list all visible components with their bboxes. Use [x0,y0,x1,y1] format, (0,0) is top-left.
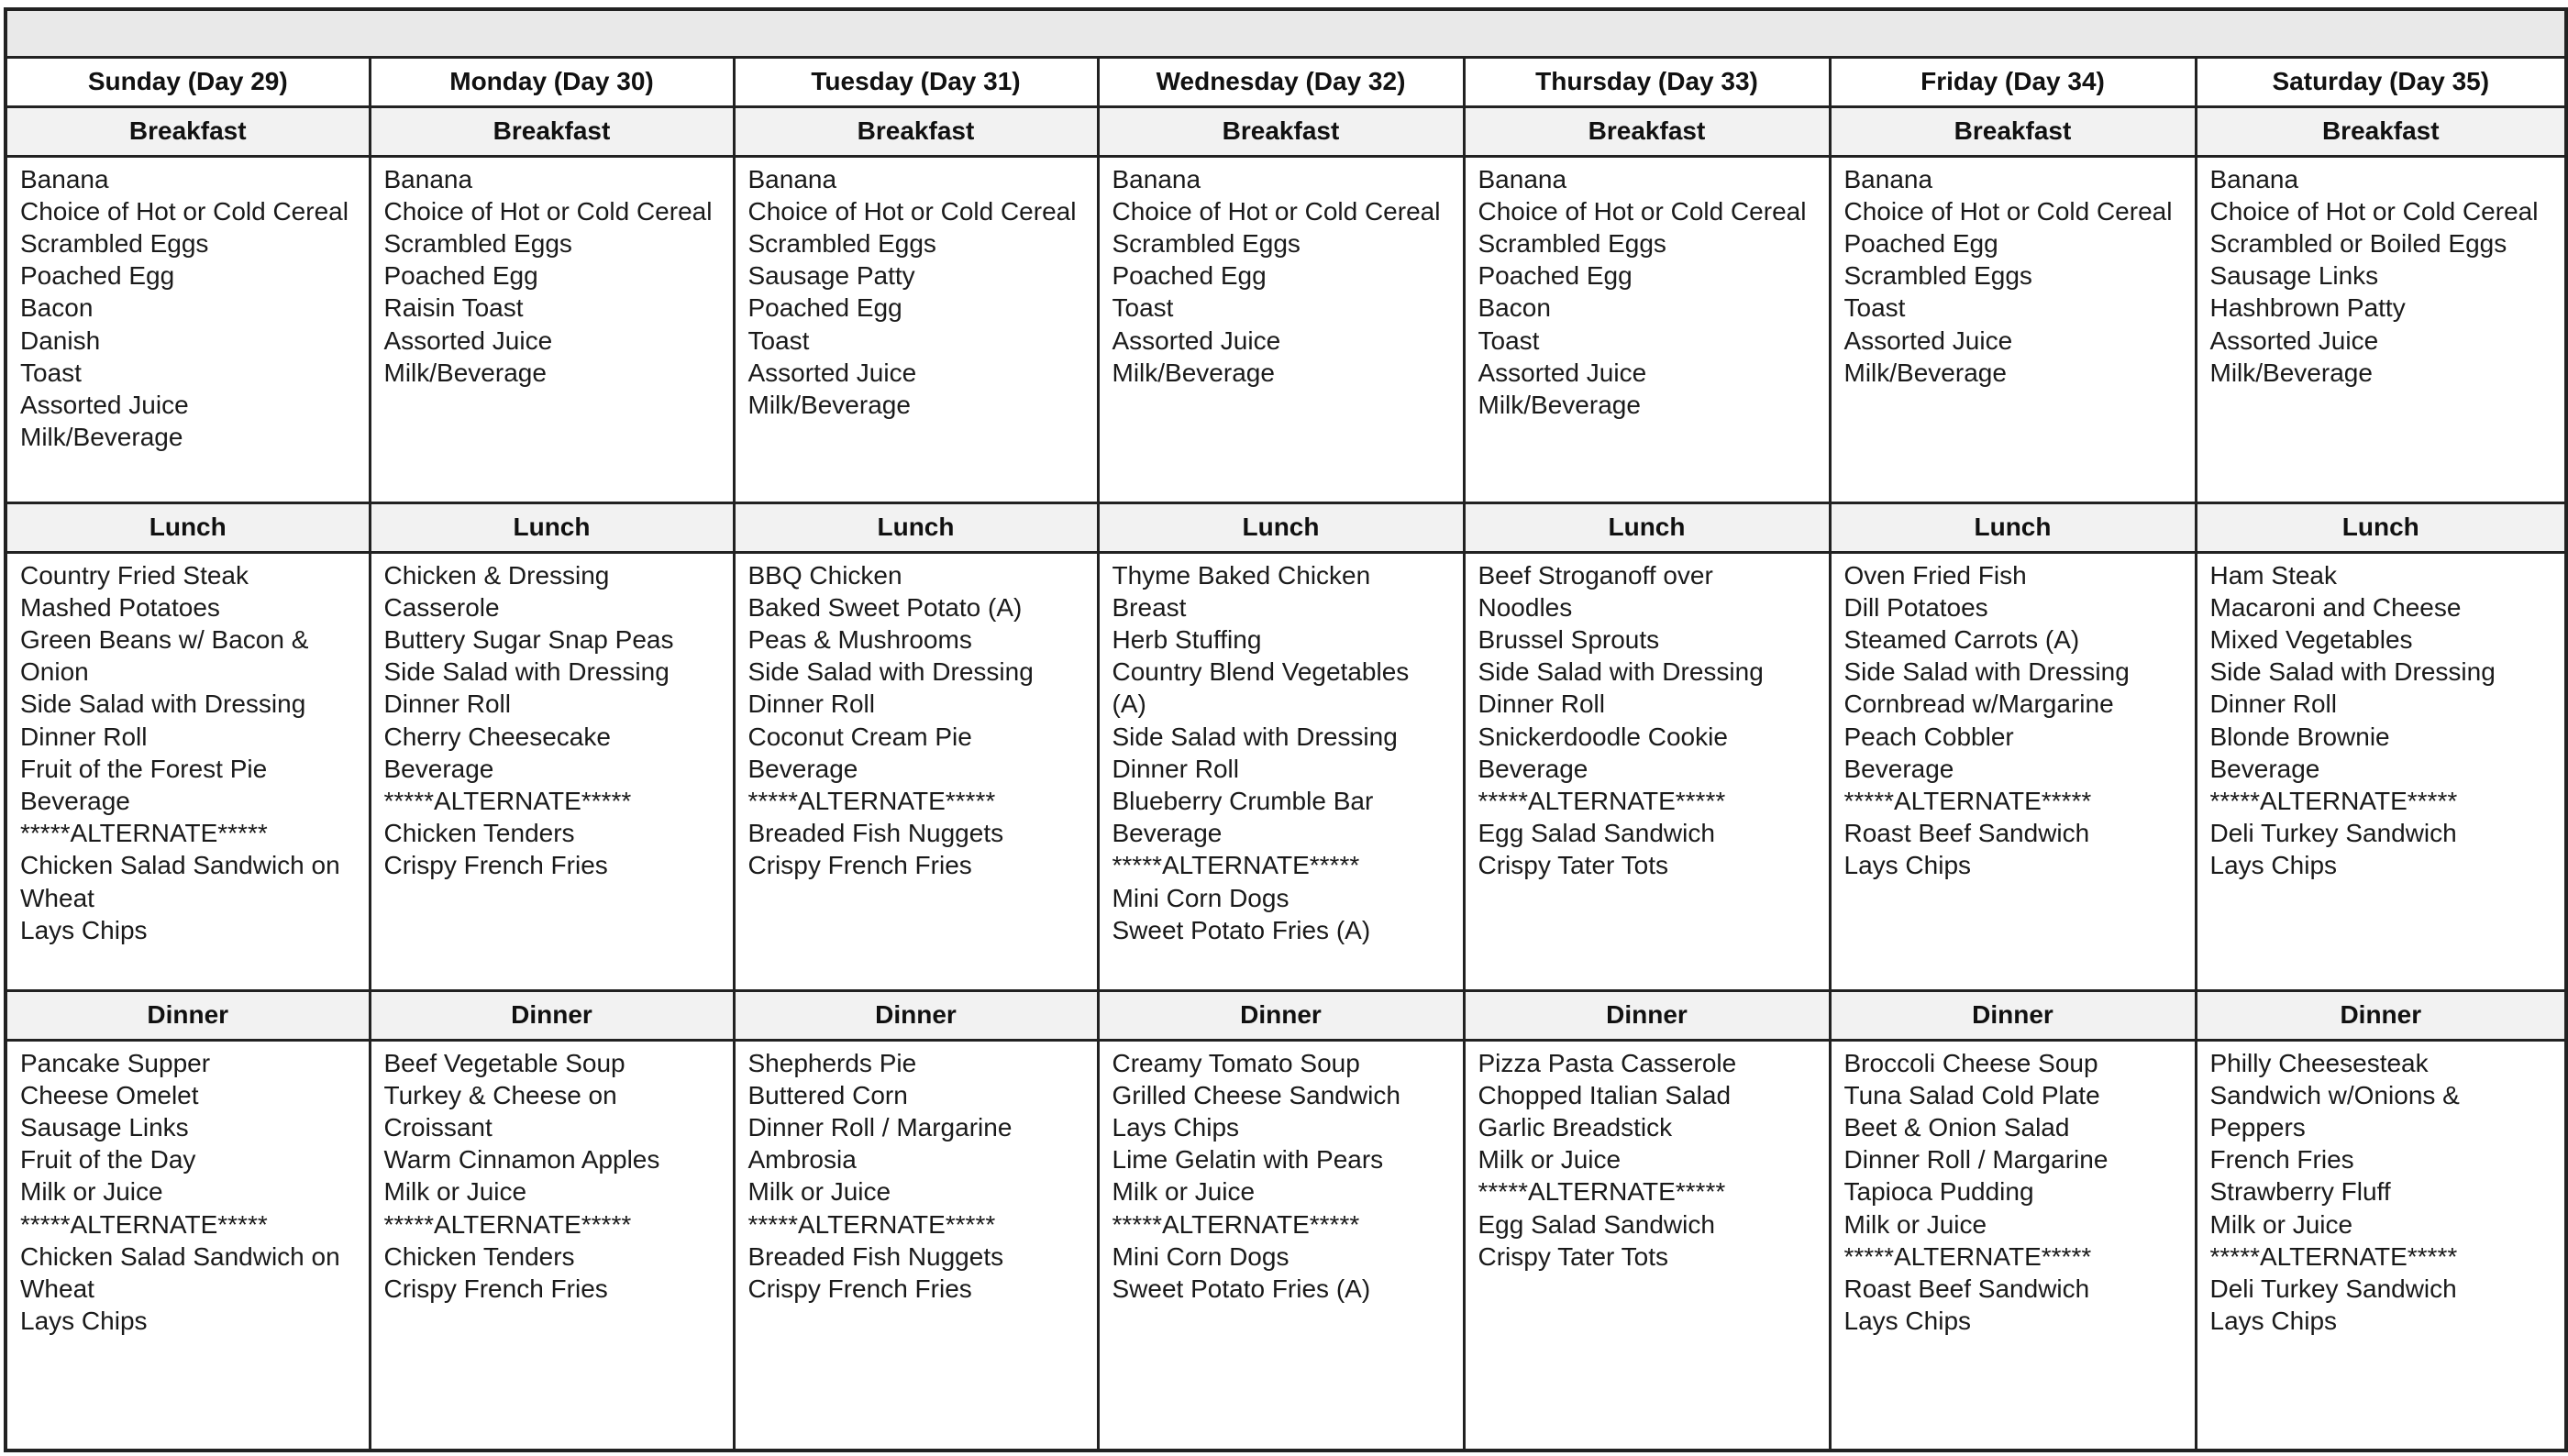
menu-item: Danish [20,325,101,355]
menu-item: Oven Fried Fish [1843,560,2027,590]
dinner-header: Dinner [370,990,734,1040]
lunch-row [6,552,2566,990]
menu-item: Milk or Juice [1478,1145,1622,1175]
menu-item: Scrambled Eggs [20,228,209,258]
menu-item: Banana [747,164,837,193]
dinner-header: Dinner [1098,990,1464,1040]
menu-item: Choice of Hot or Cold Cereal [2209,196,2539,226]
menu-item: Side Salad with Dressing [20,689,306,719]
dinner-items [384,1047,733,1306]
menu-item: Assorted Juice [383,325,553,355]
menu-item: Lays Chips [1843,851,1972,880]
breakfast-items [1478,163,1829,422]
menu-item: Fruit of the Forest Pie [20,754,268,783]
breakfast-header: Breakfast [2196,106,2566,156]
menu-item: *****ALTERNATE***** [1478,1177,1726,1207]
top-band-row [6,9,2566,57]
menu-item: Banana [383,164,473,193]
menu-item: Blonde Brownie [2209,722,2390,751]
menu-item: Tapioca Pudding [1843,1177,2034,1207]
menu-item: Poached Egg [20,261,175,291]
lunch-header: Lunch [1098,502,1464,552]
dinner-items [2210,1047,2565,1338]
menu-item: Toast [1843,293,1906,323]
menu-item: Dinner Roll / Margarine [747,1112,1013,1142]
breakfast-cell-tuesday [734,156,1098,502]
menu-item: Dinner Roll [2209,689,2337,719]
menu-item: *****ALTERNATE***** [1843,1241,2092,1271]
lunch-items [2210,559,2565,882]
menu-item: Milk or Juice [1843,1209,1987,1239]
menu-item: Scrambled Eggs [747,228,936,258]
menu-item: *****ALTERNATE***** [20,819,268,848]
breakfast-header: Breakfast [1830,106,2196,156]
menu-item: Sweet Potato Fries (A) [1112,915,1371,944]
dinner-cell-tuesday [734,1040,1098,1450]
menu-item: Macaroni and Cheese [2209,592,2462,622]
dinner-items [748,1047,1097,1306]
menu-item: Beverage [747,754,858,783]
menu-item: Cornbread w/Margarine [1843,689,2114,719]
lunch-cell-wednesday [1098,552,1464,990]
breakfast-header: Breakfast [734,106,1098,156]
dinner-header: Dinner [1464,990,1830,1040]
menu-item: *****ALTERNATE***** [20,1209,268,1239]
dinner-cell-friday [1830,1040,2196,1450]
breakfast-header: Breakfast [1464,106,1830,156]
dinner-items [1844,1047,2195,1338]
menu-item: Peach Cobbler [1843,722,2014,751]
menu-item: Deli Turkey Sandwich [2209,1274,2457,1303]
breakfast-cell-friday [1830,156,2196,502]
menu-item: Country Blend Vegetables [1112,657,1410,687]
breakfast-header: Breakfast [370,106,734,156]
menu-item: Side Salad with Dressing [1112,722,1398,751]
menu-item: Crispy Tater Tots [1478,1241,1668,1271]
menu-item: Poached Egg [383,261,538,291]
menu-item: Breast [1112,592,1187,622]
lunch-header: Lunch [370,502,734,552]
lunch-cell-saturday [2196,552,2566,990]
menu-item: Bacon [1478,293,1551,323]
menu-item: Assorted Juice [20,390,189,419]
day-header-sunday: Sunday (Day 29) [6,57,370,106]
lunch-header: Lunch [6,502,370,552]
lunch-header: Lunch [734,502,1098,552]
menu-item: Hashbrown Patty [2209,293,2406,323]
menu-item: Pizza Pasta Casserole [1478,1048,1737,1077]
menu-item: Sausage Patty [747,261,915,291]
menu-item: *****ALTERNATE***** [1112,1209,1360,1239]
menu-item: Creamy Tomato Soup [1112,1048,1360,1077]
menu-item: Dinner Roll / Margarine [1843,1145,2109,1175]
menu-item: Choice of Hot or Cold Cereal [1843,196,2173,226]
menu-item: Philly Cheesesteak [2209,1048,2429,1077]
menu-item: Crispy French Fries [383,851,608,880]
menu-item: Beverage [1478,754,1588,783]
day-header-thursday: Thursday (Day 33) [1464,57,1830,106]
menu-item: Warm Cinnamon Apples [383,1145,660,1175]
menu-item: Chicken Salad Sandwich on [20,851,340,880]
dinner-cell-sunday [6,1040,370,1450]
menu-item: Scrambled Eggs [1843,261,2032,291]
menu-item: Banana [2209,164,2299,193]
lunch-header: Lunch [2196,502,2566,552]
menu-item: Milk or Juice [383,1177,527,1207]
menu-item: Dinner Roll [20,722,148,751]
dinner-cell-saturday [2196,1040,2566,1450]
dinner-header: Dinner [1830,990,2196,1040]
menu-item: Turkey & Cheese on [383,1080,617,1109]
day-header-friday: Friday (Day 34) [1830,57,2196,106]
menu-item: Beef Vegetable Soup [383,1048,625,1077]
menu-item: Toast [1478,325,1540,355]
menu-item: Milk/Beverage [1843,358,2007,387]
dinner-cell-thursday [1464,1040,1830,1450]
menu-item: Banana [1843,164,1933,193]
menu-item: Banana [1112,164,1201,193]
menu-item: *****ALTERNATE***** [747,1209,996,1239]
menu-item: Milk/Beverage [747,390,911,419]
menu-item: Sweet Potato Fries (A) [1112,1274,1371,1303]
menu-item: Buttered Corn [747,1080,908,1109]
breakfast-cell-thursday [1464,156,1830,502]
menu-item: Assorted Juice [1843,325,2013,355]
menu-item: (A) [1112,689,1146,719]
menu-item: Milk or Juice [747,1177,891,1207]
breakfast-items [2210,163,2565,389]
menu-item: Poached Egg [1843,228,1998,258]
menu-item: Choice of Hot or Cold Cereal [747,196,1077,226]
menu-item: Country Fried Steak [20,560,249,590]
menu-item: Breaded Fish Nuggets [747,1241,1004,1271]
day-header-monday: Monday (Day 30) [370,57,734,106]
lunch-items [1844,559,2195,882]
lunch-header-row [6,502,2566,552]
menu-item: Blueberry Crumble Bar [1112,786,1374,815]
menu-item: Croissant [383,1112,493,1142]
menu-item: *****ALTERNATE***** [383,786,632,815]
menu-item: Scrambled Eggs [1478,228,1666,258]
menu-item: French Fries [2209,1145,2354,1175]
lunch-header: Lunch [1830,502,2196,552]
menu-item: Ham Steak [2209,560,2337,590]
breakfast-cell-saturday [2196,156,2566,502]
menu-item: Assorted Juice [1112,325,1281,355]
menu-item: Toast [1112,293,1174,323]
menu-item: Herb Stuffing [1112,624,1262,654]
menu-item: Lays Chips [2209,1307,2338,1336]
menu-item: Beverage [1112,819,1223,848]
menu-item: Lays Chips [20,1307,148,1336]
menu-item: Egg Salad Sandwich [1478,819,1715,848]
menu-item: Poached Egg [747,293,902,323]
menu-item: Pancake Supper [20,1048,211,1077]
menu-item: Roast Beef Sandwich [1843,819,2090,848]
menu-item: Tuna Salad Cold Plate [1843,1080,2100,1109]
menu-item: Choice of Hot or Cold Cereal [383,196,713,226]
menu-item: Crispy Tater Tots [1478,851,1668,880]
menu-item: Chicken Salad Sandwich on [20,1241,340,1271]
menu-item: Milk or Juice [20,1177,163,1207]
menu-item: Beverage [1843,754,1954,783]
menu-item: Noodles [1478,592,1573,622]
menu-item: Milk/Beverage [20,423,183,452]
menu-item: Dinner Roll [1112,754,1239,783]
menu-item: Dinner Roll [747,689,875,719]
menu-item: Garlic Breadstick [1478,1112,1673,1142]
menu-item: Chicken Tenders [383,1241,575,1271]
menu-item: Milk/Beverage [1112,358,1275,387]
menu-item: *****ALTERNATE***** [2209,786,2458,815]
menu-item: Beverage [383,754,494,783]
dinner-items [1478,1047,1829,1273]
menu-item: Cheese Omelet [20,1080,199,1109]
lunch-items [384,559,733,882]
lunch-items [1478,559,1829,882]
menu-item: *****ALTERNATE***** [2209,1241,2458,1271]
menu-item: *****ALTERNATE***** [1112,851,1360,880]
menu-item: Milk/Beverage [1478,390,1641,419]
menu-item: Casserole [383,592,500,622]
menu-item: Wheat [20,1274,94,1303]
menu-item: Scrambled Eggs [383,228,572,258]
menu-item: Snickerdoodle Cookie [1478,722,1728,751]
menu-item: *****ALTERNATE***** [747,786,996,815]
day-header-wednesday: Wednesday (Day 32) [1098,57,1464,106]
dinner-header-row [6,990,2566,1040]
lunch-header: Lunch [1464,502,1830,552]
menu-item: Dinner Roll [383,689,511,719]
menu-item: Baked Sweet Potato (A) [747,592,1023,622]
menu-item: Mashed Potatoes [20,592,220,622]
menu-item: Deli Turkey Sandwich [2209,819,2457,848]
menu-item: Bacon [20,293,94,323]
lunch-items [748,559,1097,882]
menu-item: Ambrosia [747,1145,857,1175]
breakfast-items [20,163,369,454]
menu-item: Lays Chips [1843,1307,1972,1336]
menu-item: Milk or Juice [2209,1209,2353,1239]
menu-item: Crispy French Fries [747,851,972,880]
menu-item: Banana [1478,164,1567,193]
breakfast-items [1112,163,1463,389]
menu-item: Mini Corn Dogs [1112,883,1290,912]
menu-item: Lays Chips [2209,851,2338,880]
menu-item: Steamed Carrots (A) [1843,624,2080,654]
menu-item: Choice of Hot or Cold Cereal [20,196,349,226]
lunch-cell-thursday [1464,552,1830,990]
menu-item: Side Salad with Dressing [2209,657,2496,687]
menu-item: Strawberry Fluff [2209,1177,2391,1207]
lunch-cell-tuesday [734,552,1098,990]
menu-item: Side Salad with Dressing [1843,657,2130,687]
breakfast-cell-sunday [6,156,370,502]
breakfast-items [1844,163,2195,389]
menu-item: Choice of Hot or Cold Cereal [1112,196,1441,226]
menu-item: BBQ Chicken [747,560,902,590]
menu-item: Peppers [2209,1112,2306,1142]
breakfast-header-row [6,106,2566,156]
menu-item: Milk/Beverage [2209,358,2373,387]
menu-item: Breaded Fish Nuggets [747,819,1004,848]
menu-item: Toast [747,325,810,355]
menu-item: Dinner Roll [1478,689,1605,719]
menu-item: Peas & Mushrooms [747,624,972,654]
weekly-menu-table [4,7,2568,1452]
menu-item: *****ALTERNATE***** [1843,786,2092,815]
menu-item: Lime Gelatin with Pears [1112,1145,1384,1175]
dinner-items [1112,1047,1463,1306]
menu-item: Sandwich w/Onions & [2209,1080,2460,1109]
dinner-row [6,1040,2566,1450]
menu-item: Brussel Sprouts [1478,624,1660,654]
dinner-header: Dinner [2196,990,2566,1040]
menu-item: Grilled Cheese Sandwich [1112,1080,1400,1109]
menu-item: Mini Corn Dogs [1112,1241,1290,1271]
menu-item: Poached Egg [1112,261,1267,291]
dinner-header: Dinner [734,990,1098,1040]
lunch-cell-friday [1830,552,2196,990]
menu-item: Thyme Baked Chicken [1112,560,1371,590]
menu-item: Lays Chips [20,915,148,944]
menu-item: Toast [20,358,82,387]
breakfast-header: Breakfast [1098,106,1464,156]
menu-item: Coconut Cream Pie [747,722,972,751]
menu-item: Banana [20,164,109,193]
menu-item: Sausage Links [20,1112,189,1142]
dinner-cell-wednesday [1098,1040,1464,1450]
menu-item: Chicken & Dressing [383,560,610,590]
lunch-cell-sunday [6,552,370,990]
menu-item: *****ALTERNATE***** [1478,786,1726,815]
menu-item: Side Salad with Dressing [383,657,670,687]
menu-item: Choice of Hot or Cold Cereal [1478,196,1807,226]
breakfast-items [748,163,1097,422]
menu-item: Crispy French Fries [383,1274,608,1303]
menu-item: Raisin Toast [383,293,524,323]
breakfast-items [384,163,733,389]
menu-item: Scrambled or Boiled Eggs [2209,228,2507,258]
menu-item: Assorted Juice [2209,325,2379,355]
lunch-cell-monday [370,552,734,990]
menu-item: Side Salad with Dressing [747,657,1034,687]
menu-item: Green Beans w/ Bacon & [20,624,309,654]
breakfast-header: Breakfast [6,106,370,156]
menu-item: Chopped Italian Salad [1478,1080,1732,1109]
menu-item: Mixed Vegetables [2209,624,2413,654]
menu-item: Cherry Cheesecake [383,722,611,751]
menu-item: Lays Chips [1112,1112,1240,1142]
menu-item: Milk or Juice [1112,1177,1256,1207]
menu-item: Buttery Sugar Snap Peas [383,624,674,654]
menu-item: Assorted Juice [747,358,917,387]
menu-item: Beverage [20,786,130,815]
menu-item: Onion [20,657,89,687]
lunch-items [20,559,369,946]
day-header-row [6,57,2566,106]
menu-item: Side Salad with Dressing [1478,657,1764,687]
menu-item: Roast Beef Sandwich [1843,1274,2090,1303]
dinner-cell-monday [370,1040,734,1450]
top-band [6,9,2566,57]
dinner-header: Dinner [6,990,370,1040]
menu-item: Beef Stroganoff over [1478,560,1713,590]
breakfast-row [6,156,2566,502]
menu-item: Milk/Beverage [383,358,547,387]
menu-item: Chicken Tenders [383,819,575,848]
menu-item: Broccoli Cheese Soup [1843,1048,2098,1077]
menu-item: Scrambled Eggs [1112,228,1301,258]
menu-item: Assorted Juice [1478,358,1647,387]
menu-item: Wheat [20,883,94,912]
menu-item: Crispy French Fries [747,1274,972,1303]
menu-item: *****ALTERNATE***** [383,1209,632,1239]
menu-item: Sausage Links [2209,261,2379,291]
menu-item: Fruit of the Day [20,1145,196,1175]
menu-item: Dill Potatoes [1843,592,1988,622]
menu-item: Egg Salad Sandwich [1478,1209,1715,1239]
day-header-tuesday: Tuesday (Day 31) [734,57,1098,106]
breakfast-cell-wednesday [1098,156,1464,502]
menu-item: Beet & Onion Salad [1843,1112,2070,1142]
menu-item: Poached Egg [1478,261,1633,291]
menu-item: Shepherds Pie [747,1048,917,1077]
breakfast-cell-monday [370,156,734,502]
dinner-items [20,1047,369,1338]
menu-item: Beverage [2209,754,2320,783]
day-header-saturday: Saturday (Day 35) [2196,57,2566,106]
lunch-items [1112,559,1463,946]
